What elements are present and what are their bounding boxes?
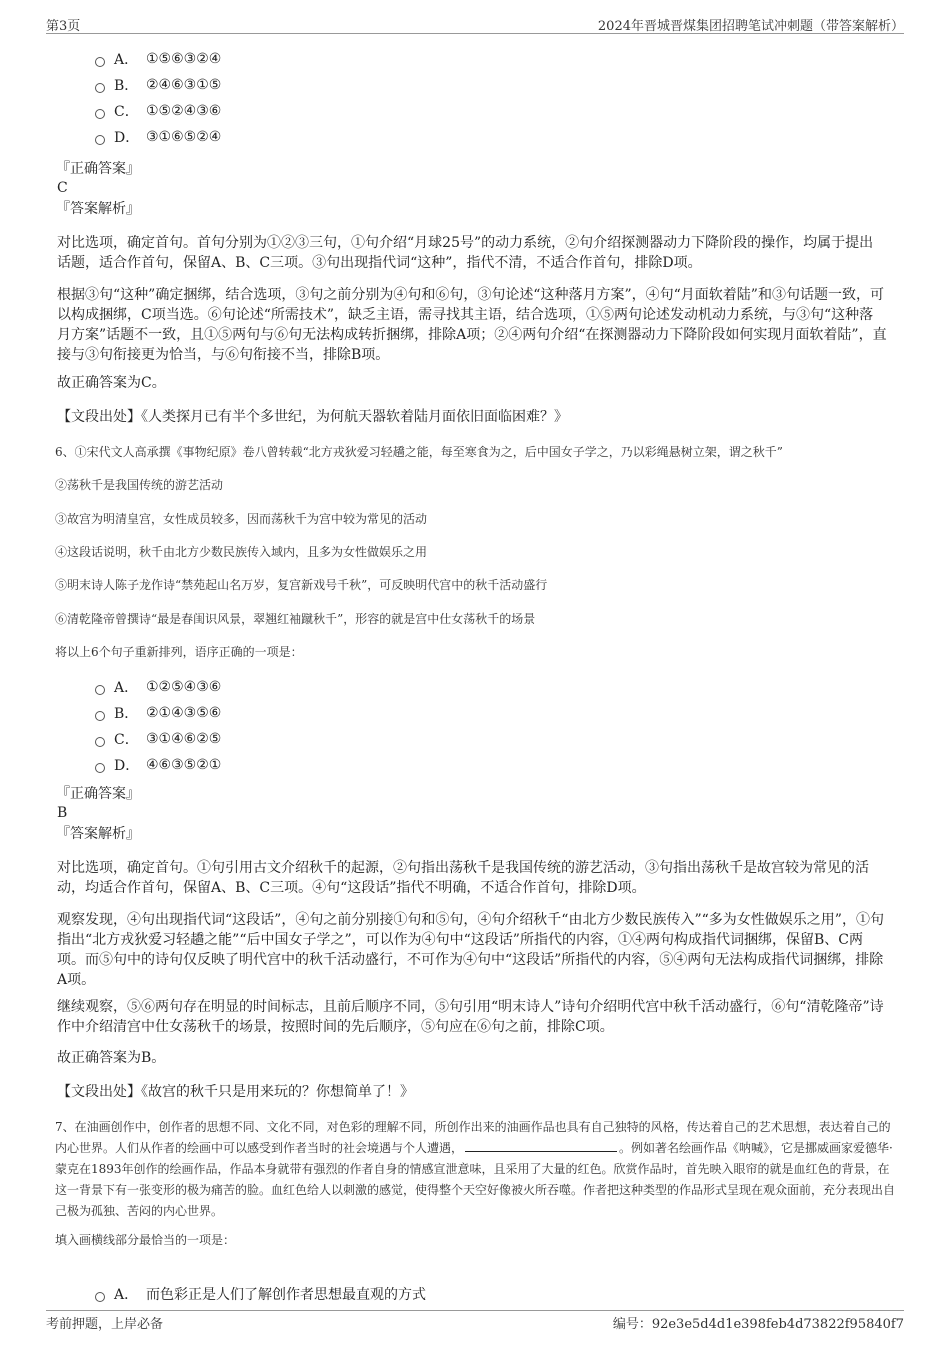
radio-icon[interactable] <box>95 711 105 721</box>
page-header <box>0 0 950 34</box>
fill-blank <box>465 1139 617 1152</box>
header-divider <box>46 33 904 34</box>
document-title: 2024年晋城晋煤集团招聘笔试冲刺题（带答案解析） <box>597 19 904 34</box>
q5-option-a[interactable]: A． ①⑤⑥③②④ <box>95 46 221 72</box>
q6-line: ④这段话说明，秋千由北方少数民族传入域内，且多为女性做娱乐之用 <box>55 545 428 559</box>
q6-answer-label: 『正确答案』 <box>56 786 140 802</box>
q5-analysis-label: 『答案解析』 <box>56 201 140 217</box>
document-id: 编号：92e3e5d4d1e398feb4d73822f95840f7 <box>612 1317 904 1332</box>
q6-option-a[interactable]: A． ①②⑤④③⑥ <box>95 674 221 700</box>
radio-icon[interactable] <box>95 685 105 695</box>
q6-analysis-label: 『答案解析』 <box>56 826 140 842</box>
q6-source: 【文段出处】《故宫的秋千只是用来玩的？你想简单了！》 <box>57 1084 414 1100</box>
q6-analysis-paragraph: 故正确答案为B。 <box>57 1050 166 1066</box>
radio-icon[interactable] <box>95 57 105 67</box>
q7-prompt: 填入画横线部分最恰当的一项是： <box>55 1233 236 1247</box>
q5-answer: C <box>57 180 68 196</box>
radio-icon[interactable] <box>95 737 105 747</box>
q6-option-d[interactable]: D． ④⑥③⑤②① <box>95 752 221 778</box>
q5-answer-label: 『正确答案』 <box>56 161 140 177</box>
q6-option-c[interactable]: C． ③①④⑥②⑤ <box>95 726 221 752</box>
footer-slogan: 考前押题，上岸必备 <box>46 1317 164 1332</box>
q6-line: 6、①宋代文人高承撰《事物纪原》卷八曾转载“北方戎狄爱习轻趫之能，每至寒食为之，后中国女子学之，乃以彩绳悬树立架，谓之秋千” <box>55 445 783 459</box>
radio-icon[interactable] <box>95 763 105 773</box>
q5-analysis-paragraph: 根据③句“这种”确定捆绑，结合选项，③句之前分别为④句和⑥句，③句论述“这种落月方案”，④句“月面软着陆”和③句话题一致，可以构成捆绑，C项当选。⑥句论述“所需技术”，缺乏主语，需寻找其主语，结合选项，①⑤两句论述发动机动力系统，与③句“这种落月方案”话题不一致，且①⑤两句与⑥句无法构成转折捆绑，排除A项；②④两句介绍“在探测器动力下降阶段如何实现月面软着陆”，直接与③句衔接更为恰当，与⑥句衔接不当，排除B项。 <box>57 287 887 363</box>
radio-icon[interactable] <box>95 1292 105 1302</box>
q5-option-d[interactable]: D． ③①⑥⑤②④ <box>95 124 221 150</box>
q6-option-b[interactable]: B． ②①④③⑤⑥ <box>95 700 221 726</box>
footer-divider <box>46 1310 904 1311</box>
q6-analysis-paragraph: 对比选项，确定首句。①句引用古文介绍秋千的起源，②句指出荡秋千是我国传统的游艺活动，③句指出荡秋千是故宫较为常见的活动，均适合作首句，保留A、B、C三项。④句“这段话”指代不明确，不适合作首句，排除D项。 <box>57 860 869 896</box>
q6-line: ②荡秋千是我国传统的游艺活动 <box>55 478 224 492</box>
q6-line: ⑥清乾隆帝曾撰诗“最是春闺识风景，翠翘红袖蹴秋千”，形容的就是宫中仕女荡秋千的场景 <box>55 612 536 626</box>
q7-option-a[interactable]: A． 而色彩正是人们了解创作者思想最直观的方式 <box>95 1281 426 1307</box>
radio-icon[interactable] <box>95 135 105 145</box>
q5-analysis-paragraph: 故正确答案为C。 <box>57 375 166 391</box>
q6-options <box>95 674 221 778</box>
q6-prompt: 将以上6个句子重新排列，语序正确的一项是： <box>55 645 303 659</box>
q5-option-c[interactable]: C． ①⑤②④③⑥ <box>95 98 221 124</box>
q5-options <box>95 46 221 150</box>
q7-options <box>95 1281 426 1307</box>
q6-answer: B <box>57 805 68 821</box>
q6-line: ③故宫为明清皇宫，女性成员较多，因而荡秋千为宫中较为常见的活动 <box>55 512 428 526</box>
page-number: 第3页 <box>46 19 81 34</box>
q5-option-b[interactable]: B． ②④⑥③①⑤ <box>95 72 221 98</box>
q6-analysis-paragraph: 观察发现，④句出现指代词“这段话”，④句之前分别接①句和⑤句，④句介绍秋千“由北方少数民族传入”“多为女性做娱乐之用”，①句指出“北方戎狄爱习轻趫之能”“后中国女子学之”，可以作为④句中“这段话”所指代的内容，①④两句构成指代词捆绑，保留B、C两项。而⑤句中的诗句仅反映了明代宫中的秋千活动盛行，不可作为④句中“这段话”所指代的内容，⑤④两句无法构成指代词捆绑，排除A项。 <box>57 912 884 988</box>
q6-line: ⑤明末诗人陈子龙作诗“禁苑起山名万岁，复宫新戏号千秋”，可反映明代宫中的秋千活动盛行 <box>55 578 548 592</box>
q7-stem: 7、在油画创作中，创作者的思想不同、文化不同，对色彩的理解不同，所创作出来的油画作品也具有自己独特的风格，传达着自己的艺术思想，表达着自己的内心世界。人们从作者的绘画中可以感受到作者当时的社会境遇与个人遭遇， 。例如著名绘画作品《呐喊》，它是挪威画家爱德华·蒙克在1893年创作的绘画作品，作品本身就带有强烈的作者自身的情感宣泄意味，且采用了大量的红色。欣赏作品时，首先映入眼帘的就是血红色的背景，在这一背景下有一张变形的极为痛苦的脸。血红色给人以刺激的感觉，使得整个天空好像被火所吞噬。作者把这种类型的作品形式呈现在观众面前，充分表现出自己极为孤独、苦闷的内心世界。 <box>55 1120 896 1218</box>
q5-source: 【文段出处】《人类探月已有半个多世纪，为何航天器软着陆月面依旧面临困难？》 <box>57 409 568 425</box>
q6-analysis-paragraph: 继续观察，⑤⑥两句存在明显的时间标志，且前后顺序不同，⑤句引用“明末诗人”诗句介绍明代宫中秋千活动盛行，⑥句“清乾隆帝”诗作中介绍清宫中仕女荡秋千的场景，按照时间的先后顺序，⑤句应在⑥句之前，排除C项。 <box>57 999 884 1035</box>
q5-analysis-paragraph: 对比选项，确定首句。首句分别为①②③三句，①句介绍“月球25号”的动力系统，②句介绍探测器动力下降阶段的操作，均属于提出话题，适合作首句，保留A、B、C三项。③句出现指代词“这种”，指代不清，不适合作首句，排除D项。 <box>57 235 874 271</box>
radio-icon[interactable] <box>95 109 105 119</box>
radio-icon[interactable] <box>95 83 105 93</box>
